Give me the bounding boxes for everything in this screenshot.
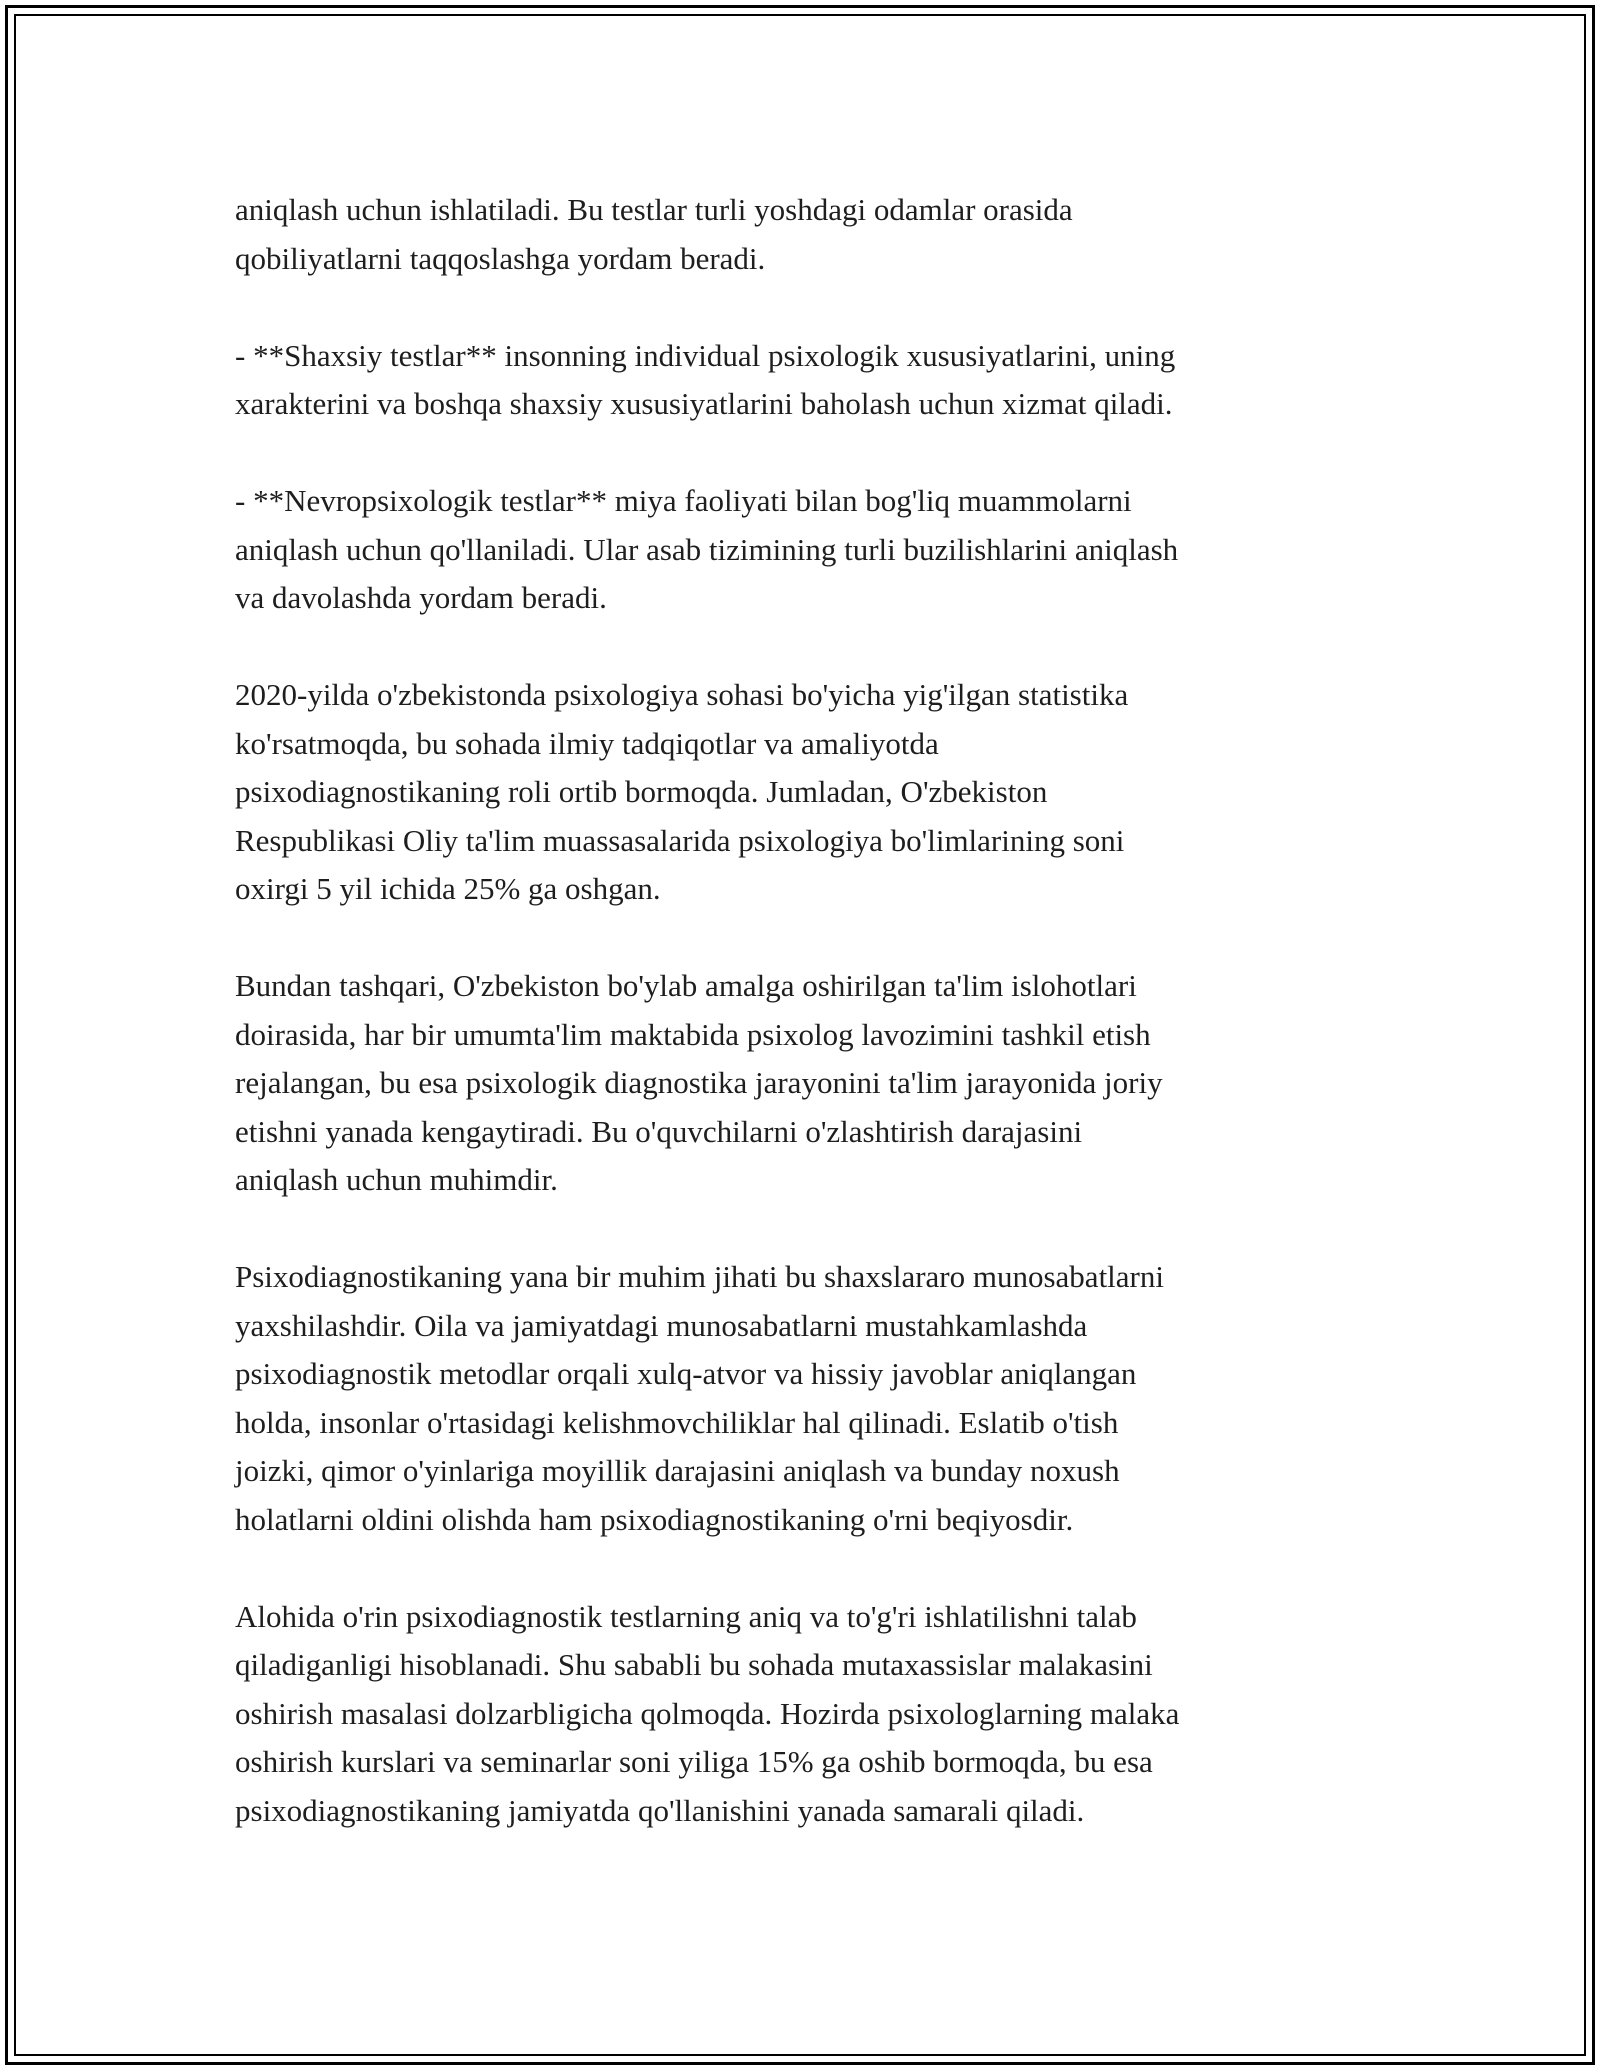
paragraph-education-reforms: Bundan tashqari, O'zbekiston bo'ylab amalga oshirilgan ta'lim islohotlari doirasida, har bir umumta'lim maktabida psixolog lavozimini tashkil etish rejalangan, bu esa psixologik diagnostika jarayonini ta'lim jarayonida joriy etishni yanada kengaytiradi. Bu o'quvchilarni o'zlashtirish darajasini aniqlash uchun muhimdir. — [235, 968, 1163, 1197]
paragraph-interpersonal-relations: Psixodiagnostikaning yana bir muhim jihati bu shaxslararo munosabatlarni yaxshilashdir. Oila va jamiyatdagi munosabatlarni mustahkamlashda psixodiagnostik metodlar orqali xulq-atvor va hissiy javoblar aniqlangan holda, insonlar o'rtasidagi kelishmovchiliklar hal qilinadi. Eslatib o'tish joizki, qimor o'yinlariga moyillik darajasini aniqlash va bunday noxush holatlarni oldini olishda ham psixodiagnostikaning o'rni beqiyosdir. — [235, 1259, 1164, 1537]
paragraph-neuropsychological-tests: - **Nevropsixologik testlar** miya faoliyati bilan bog'liq muammolarni aniqlash uchun qo'llaniladi. Ular asab tizimining turli buzilishlarini aniqlash va davolashda yordam beradi. — [235, 483, 1179, 615]
paragraph-statistics-2020: 2020-yilda o'zbekistonda psixologiya sohasi bo'yicha yig'ilgan statistika ko'rsatmoqda, bu sohada ilmiy tadqiqotlar va amaliyotda psixodiagnostikaning roli ortib bormoqda. Jumladan, O'zbekiston Respublikasi Oliy ta'lim muassasalarida psixologiya bo'limlarining soni oxirgi 5 yil ichida 25% ga oshgan. — [235, 677, 1129, 906]
paragraph-specialist-training: Alohida o'rin psixodiagnostik testlarning aniq va to'g'ri ishlatilishni talab qiladiganligi hisoblanadi. Shu sababli bu sohada mutaxassislar malakasini oshirish masalasi dolzarbligicha qolmoqda. Hozirda psixologlarning malaka oshirish kurslari va seminarlar soni yiliga 15% ga oshib bormoqda, bu esa psixodiagnostikaning jamiyatda qo'llanishini yanada samarali qiladi. — [235, 1598, 1180, 1828]
document-body — [235, 186, 1365, 1884]
paragraph-personal-tests: - **Shaxsiy testlar** insonning individual psixologik xususiyatlarini, uning xarakterini va boshqa shaxsiy xususiyatlarini baholash uchun xizmat qiladi. — [235, 337, 1176, 421]
paragraph-tests-continuation: aniqlash uchun ishlatiladi. Bu testlar turli yoshdagi odamlar orasida qobiliyatlarni taqqoslashga yordam beradi. — [235, 192, 1073, 276]
